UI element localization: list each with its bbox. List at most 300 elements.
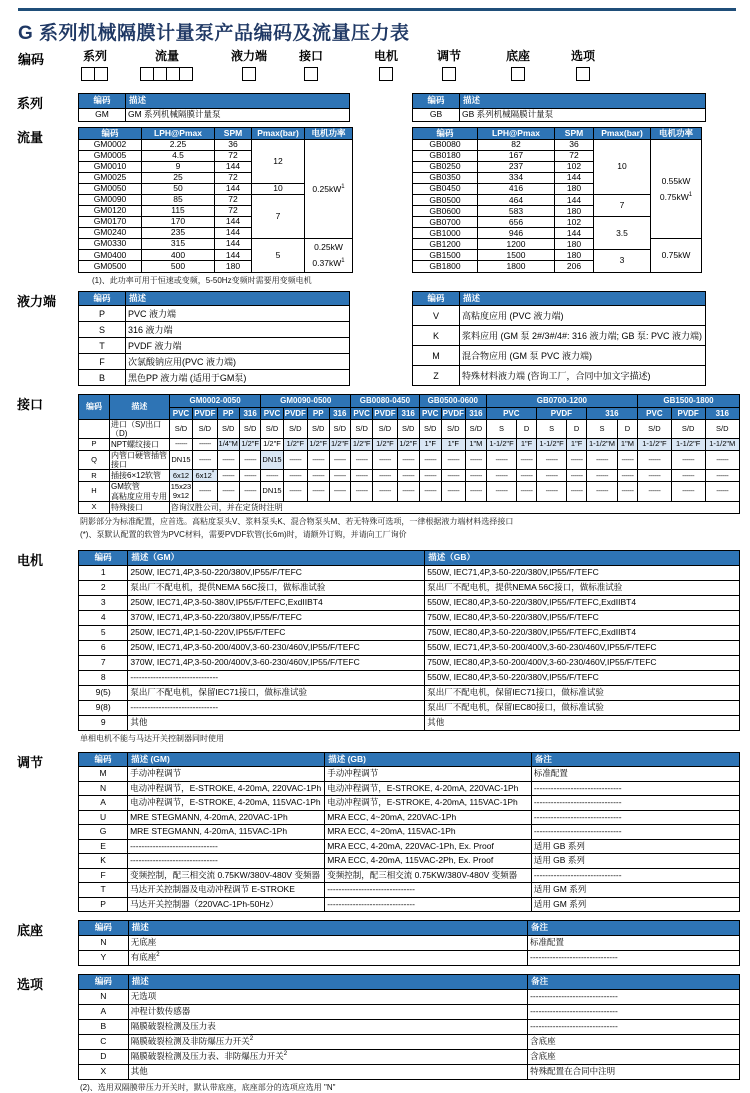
- flow-cell: 206: [555, 261, 594, 272]
- code-cell: R: [79, 470, 110, 482]
- desc-cell: MRE STEGMANN, 4-20mA, 115VAC-1Ph: [128, 825, 325, 840]
- value-cell: ------: [465, 482, 486, 501]
- column-header: 描述 (GB): [325, 752, 532, 767]
- table-row: [79, 338, 350, 354]
- flow-cell: 400: [142, 250, 215, 261]
- code-cell: A: [79, 796, 128, 811]
- code-cell: K: [79, 854, 128, 869]
- value-cell: ------: [441, 470, 465, 482]
- column-header: 编码: [413, 291, 460, 306]
- pmax-cell: 5: [252, 239, 305, 272]
- desc-cell: GB 系列机械隔膜计量泵: [460, 108, 706, 121]
- flow-cell: 2.25: [142, 140, 215, 151]
- flow-cell: GM0330: [79, 239, 142, 250]
- desc-cell: 其他: [128, 1064, 527, 1079]
- value-cell: ------: [329, 470, 351, 482]
- desc-cell: 变频控制，配三相交流 0.75KW/380V-480V 变频器: [128, 868, 325, 883]
- table-row: [79, 897, 740, 912]
- flow-cell: 4.5: [142, 151, 215, 162]
- desc-column-header: 描述: [110, 395, 170, 419]
- coding-row: [0, 47, 750, 87]
- flow-footnote: (1)、此功率可用于恒速或变频，5-50Hz变频时需要用变频电机: [92, 275, 312, 285]
- code-box: [510, 67, 524, 81]
- table-row: [79, 640, 740, 655]
- table-row: [79, 306, 350, 322]
- column-header: 编码: [79, 291, 126, 306]
- section-label-motor: 电机: [17, 552, 44, 568]
- desc-cell: 马达开关控制器（220VAC-1Ph-50Hz）: [128, 897, 325, 912]
- coding-field-boxes: [437, 67, 461, 81]
- table-row: [413, 239, 702, 250]
- desc-cell: 电动冲程调节，E-STROKE, 4-20mA, 115VAC-1Ph: [128, 796, 325, 811]
- material-header: PVC: [637, 407, 671, 419]
- sd-cell: S/D: [671, 419, 705, 438]
- flow-cell: 464: [478, 195, 555, 206]
- value-cell: ------: [351, 482, 373, 501]
- flow-cell: 36: [555, 140, 594, 151]
- coding-field-boxes: [299, 67, 323, 81]
- table-row: [79, 781, 740, 796]
- desc-cell: 黑色PP 液力端 (适用于GM泵): [126, 370, 350, 386]
- code-cell: 5: [79, 625, 128, 640]
- value-cell: ------: [193, 439, 217, 451]
- table-row: [79, 108, 350, 121]
- value-cell: ------: [486, 470, 516, 482]
- material-header: PVC: [261, 407, 283, 419]
- header-row: [79, 94, 350, 109]
- table-row: [79, 868, 740, 883]
- code-cell: N: [79, 781, 128, 796]
- value-cell: 15x23 9x12: [170, 482, 192, 500]
- code-cell: 9(8): [79, 700, 128, 715]
- coding-field-label: 接口: [298, 49, 324, 63]
- column-header: SPM: [215, 127, 252, 140]
- code-cell: 4: [79, 610, 128, 625]
- table-row: [413, 326, 706, 346]
- code-cell: C: [79, 1034, 129, 1049]
- value-cell: ------: [239, 451, 261, 470]
- flow-cell: GB1200: [413, 239, 478, 250]
- value-cell: ------: [419, 470, 441, 482]
- flow-cell: 115: [142, 206, 215, 217]
- material-header: 316: [397, 407, 419, 419]
- material-header: PVC: [419, 407, 441, 419]
- sd-cell: S/D: [239, 419, 261, 438]
- section-label-interface: 接口: [17, 397, 44, 413]
- material-header: PVC: [351, 407, 373, 419]
- flow-cell: 1800: [478, 261, 555, 272]
- section-options: [0, 974, 750, 1093]
- code-cell: Y: [79, 951, 129, 966]
- desc-cell: PVDF 液力端: [126, 338, 350, 354]
- flow-cell: 180: [555, 250, 594, 261]
- material-header: PVDF: [536, 407, 586, 419]
- empty-cell: [79, 419, 110, 438]
- value-cell: ------: [637, 470, 671, 482]
- flow-cell: GB1500: [413, 250, 478, 261]
- sd-cell: S/D: [217, 419, 239, 438]
- code-cell: Q: [79, 451, 110, 470]
- pmax-cell: 10: [252, 184, 305, 195]
- section-adjust: [0, 752, 750, 913]
- section-label-flow: 流量: [17, 129, 44, 145]
- code-cell: B: [79, 1019, 129, 1034]
- desc-cell: MRA ECC, 4-20mA, 115VAC-2Ph, Ex. Proof: [325, 854, 532, 869]
- desc-cell: 550W, IEC71,4P,3-50-220/380V,IP55/F/TEFC: [425, 565, 740, 580]
- value-cell: ------: [373, 451, 397, 470]
- desc-cell: -------------------------------: [531, 825, 739, 840]
- flow-cell: 82: [478, 140, 555, 151]
- flow-cell: 167: [478, 151, 555, 162]
- desc-cell: 特殊材料液力端 (咨询工厂，合同中加文字描述): [460, 366, 706, 386]
- desc-cell: 250W, IEC71,4P,3-50-220/380V,IP55/F/TEFC: [128, 565, 425, 580]
- value-cell: 1-1/2"F: [637, 439, 671, 451]
- code-cell: U: [79, 810, 128, 825]
- column-header: 描述 (GM): [128, 752, 325, 767]
- value-cell: ------: [261, 470, 283, 482]
- code-cell: F: [79, 868, 128, 883]
- code-box: [153, 67, 167, 81]
- flow-cell: 102: [555, 162, 594, 173]
- code-cell: GB: [413, 108, 460, 121]
- desc-cell: -------------------------------: [325, 897, 532, 912]
- column-header: 描述（GM）: [128, 550, 425, 565]
- material-header: 316: [586, 407, 637, 419]
- value-cell: 1/2"F: [329, 439, 351, 451]
- code-cell: 9: [79, 715, 128, 730]
- value-cell: ------: [586, 482, 617, 501]
- coding-field-5: [374, 47, 398, 81]
- column-header: 编码: [79, 752, 128, 767]
- value-cell: ------: [239, 470, 261, 482]
- table-row: [79, 810, 740, 825]
- desc-cell: 标准配置: [531, 767, 739, 782]
- value-cell: DN15: [261, 482, 283, 501]
- table-row: [413, 140, 702, 151]
- desc-cell: 550W, IEC71,4P,3-50-200/400V,3-60-230/460V,IP55/F/TEFC: [425, 640, 740, 655]
- code-cell: H: [79, 482, 110, 501]
- flow-table-gm: [78, 127, 353, 273]
- pmax-cell: 3.5: [594, 217, 651, 250]
- code-cell: M: [79, 767, 128, 782]
- sd-cell: D: [617, 419, 637, 438]
- table-row: [413, 306, 706, 326]
- coding-field-3: [231, 47, 267, 81]
- desc-cell: NPT螺纹接口: [110, 439, 170, 451]
- value-cell: 1/2"F: [373, 439, 397, 451]
- flow-cell: 144: [215, 162, 252, 173]
- flow-cell: 656: [478, 217, 555, 228]
- desc-cell: -------------------------------: [128, 670, 425, 685]
- desc-cell: -------------------------------: [531, 796, 739, 811]
- flow-cell: GM0025: [79, 173, 142, 184]
- coding-field-1: [82, 47, 108, 81]
- value-cell: ------: [193, 482, 217, 501]
- sd-cell: S/D: [261, 419, 283, 438]
- table-row: [79, 839, 740, 854]
- coding-field-label: 电机: [373, 49, 399, 63]
- value-cell: ------: [617, 470, 637, 482]
- table-row: [79, 1064, 740, 1079]
- motor-power-cell: 0.75kW: [651, 239, 702, 272]
- column-header: 编码: [79, 550, 128, 565]
- desc-cell: 适用 GM 系列: [531, 897, 739, 912]
- material-header: PVDF: [194, 408, 216, 418]
- motor-power-cell: 0.25kW $0.37kW^1$: [305, 239, 353, 272]
- flow-cell: 315: [142, 239, 215, 250]
- sd-cell: S/D: [193, 419, 217, 438]
- desc-cell: -------------------------------: [325, 883, 532, 898]
- flow-cell: GM0002: [79, 140, 142, 151]
- code-cell: P: [79, 439, 110, 451]
- value-cell: ------: [441, 482, 465, 501]
- code-cell: Z: [413, 366, 460, 386]
- desc-cell: 适用 GB 系列: [531, 839, 739, 854]
- desc-cell: 标准配置: [528, 936, 740, 951]
- column-header: 编码: [413, 127, 478, 140]
- value-cell: ------: [637, 482, 671, 501]
- table-row: [79, 439, 740, 451]
- code-box: [378, 67, 392, 81]
- value-cell: ------: [517, 451, 537, 470]
- value-cell: ------: [465, 470, 486, 482]
- flow-cell: GB1000: [413, 228, 478, 239]
- header-row: [79, 407, 740, 419]
- desc-cell: 550W, IEC80,4P,3-50-220/380V,IP55/F/TEFC,ExdIIBT4: [425, 595, 740, 610]
- header-row: [413, 291, 706, 306]
- material-header: 316: [329, 407, 351, 419]
- base-table: [78, 920, 740, 966]
- value-cell: ------: [239, 482, 261, 501]
- value-cell: 1/2"F: [307, 439, 329, 451]
- flow-cell: GB0500: [413, 195, 478, 206]
- adjust-table: [78, 752, 740, 913]
- flow-cell: 180: [555, 239, 594, 250]
- value-cell: 1"M: [617, 439, 637, 451]
- value-cell: ------: [217, 482, 239, 501]
- table-row: [79, 501, 740, 513]
- flow-cell: GM0010: [79, 162, 142, 173]
- coding-field-label: 底座: [505, 49, 531, 63]
- flow-cell: 144: [215, 250, 252, 261]
- section-base: [0, 920, 750, 966]
- header-row: [79, 752, 740, 767]
- column-header: 描述: [128, 975, 527, 990]
- sd-label-cell: 进口（S)/出口（D): [110, 419, 170, 438]
- code-box: [140, 67, 154, 81]
- flow-table-gb: [412, 127, 702, 273]
- value-cell: ------: [586, 451, 617, 470]
- desc-cell: 电动冲程调节，E-STROKE, 4-20mA, 220VAC-1Ph: [128, 781, 325, 796]
- coding-field-label: 液力端: [230, 49, 268, 63]
- table-row: [79, 625, 740, 640]
- value-cell: ------: [307, 451, 329, 470]
- value-cell: ------: [351, 451, 373, 470]
- header-row: [79, 550, 740, 565]
- column-header: Pmax(bar): [594, 127, 651, 140]
- value-cell: ------: [705, 470, 739, 482]
- material-header: PP: [307, 407, 329, 419]
- section-label-series: 系列: [17, 96, 44, 111]
- code-cell: P: [79, 306, 126, 322]
- flow-cell: GB0350: [413, 173, 478, 184]
- section-interface: [0, 394, 750, 540]
- desc-cell: 混合物应用 (GM 泵 PVC 液力端): [460, 346, 706, 366]
- desc-cell: 冲程计数传感器: [128, 1004, 527, 1019]
- value-cell: ------: [351, 470, 373, 482]
- value-cell: ------: [617, 482, 637, 501]
- value-cell: ------: [283, 482, 307, 501]
- desc-cell: 手动冲程调节: [325, 767, 532, 782]
- value-cell: ------: [373, 470, 397, 482]
- table-row: [79, 565, 740, 580]
- value-cell: 1/4"M: [217, 439, 239, 451]
- coding-field-boxes: [231, 67, 267, 81]
- column-header: 描述: [126, 94, 350, 109]
- desc-cell: -------------------------------: [531, 810, 739, 825]
- flow-cell: 144: [215, 184, 252, 195]
- value-cell: ------: [705, 482, 739, 501]
- value-cell: ------: [397, 451, 419, 470]
- value-cell: ------: [193, 451, 217, 470]
- motor-footnote: 单相电机不能与马达开关控制器同时使用: [80, 733, 224, 743]
- table-row: [79, 354, 350, 370]
- flow-cell: GB0250: [413, 162, 478, 173]
- sd-cell: S: [586, 419, 617, 438]
- value-cell: 1"M: [465, 439, 486, 451]
- table-row: [79, 700, 740, 715]
- section-flow: [0, 127, 750, 286]
- flow-cell: GM0240: [79, 228, 142, 239]
- table-row: [79, 239, 353, 250]
- series-table-gm: [78, 93, 350, 122]
- flow-cell: 144: [555, 195, 594, 206]
- code-cell: 8: [79, 670, 128, 685]
- table-row: [79, 951, 740, 966]
- value-cell: 1/2"F: [261, 439, 283, 451]
- desc-cell: 泵出厂不配电机，保留IEC80接口，做标准试验: [425, 700, 740, 715]
- code-box: [441, 67, 455, 81]
- value-cell: DN15: [169, 451, 192, 470]
- value-cell: 6x12*: [193, 470, 217, 482]
- desc-cell: 泵出厂不配电机，保留IEC71接口，做标准试验: [425, 685, 740, 700]
- sd-row: [79, 419, 740, 438]
- value-cell: 1/2"F: [239, 439, 261, 451]
- column-header: 备注: [528, 975, 740, 990]
- value-cell: ------: [397, 470, 419, 482]
- desc-cell: 电动冲程调节，E-STROKE, 4-20mA, 220VAC-1Ph: [325, 781, 532, 796]
- hydraulic-table-right: [412, 291, 706, 387]
- value-cell: 1"F: [441, 439, 465, 451]
- sd-cell: S: [486, 419, 516, 438]
- value-cell: ------: [397, 482, 419, 501]
- code-box: [81, 67, 95, 81]
- code-cell: E: [79, 839, 128, 854]
- desc-cell: -------------------------------: [528, 1019, 740, 1034]
- desc-cell: MRA ECC, 4~20mA, 115VAC-1Ph: [325, 825, 532, 840]
- desc-cell: PVC 液力端: [126, 306, 350, 322]
- flow-cell: 180: [555, 206, 594, 217]
- value-cell: 1-1/2"F: [486, 439, 516, 451]
- sd-cell: D: [517, 419, 537, 438]
- desc-cell: 次氯酸钠应用(PVC 液力端): [126, 354, 350, 370]
- flow-cell: 25: [142, 173, 215, 184]
- table-row: [79, 595, 740, 610]
- sd-cell: S/D: [329, 419, 351, 438]
- value-cell: ------: [283, 470, 307, 482]
- value-cell: 1"F: [419, 439, 441, 451]
- desc-cell: -------------------------------: [528, 951, 740, 966]
- desc-cell: -------------------------------: [128, 854, 325, 869]
- desc-cell: 隔膜破裂检测及压力表: [128, 1019, 527, 1034]
- sd-cell: S/D: [705, 419, 739, 438]
- table-row: [79, 1034, 740, 1049]
- sd-cell: S/D: [397, 419, 419, 438]
- column-header: LPH@Pmax: [478, 127, 555, 140]
- value-cell: ------: [671, 470, 705, 482]
- value-cell: 1/2"F: [351, 439, 373, 451]
- desc-cell: 无底座: [128, 936, 527, 951]
- sd-cell: S/D: [373, 419, 397, 438]
- material-header: 316: [239, 407, 261, 419]
- sd-cell: D: [567, 419, 587, 438]
- value-cell: 6x12: [169, 470, 192, 482]
- desc-cell: -------------------------------: [128, 700, 425, 715]
- column-header: 编码: [79, 975, 129, 990]
- interface-footnote-1: 阴影部分为标准配置，应首选。高粘度泵头V、浆料泵头K、混合物泵头M、若无特殊可选项，一律根据液力端材料选择接口: [80, 516, 514, 526]
- material-header: PVC: [486, 407, 536, 419]
- sd-cell: S/D: [637, 419, 671, 438]
- column-header: 编码: [79, 921, 129, 936]
- value-cell: ------: [705, 451, 739, 470]
- desc-cell: -------------------------------: [531, 781, 739, 796]
- code-cell: P: [79, 897, 128, 912]
- value-cell: 1-1/2"F: [536, 439, 566, 451]
- desc-cell: 泵出厂不配电机，提供NEMA 56C接口，做标准试验: [128, 580, 425, 595]
- column-header: 描述: [128, 921, 527, 936]
- desc-cell: 有底座$^2$: [128, 951, 527, 966]
- pmax-cell: 10: [594, 140, 651, 195]
- desc-cell: 适用 GM 系列: [531, 883, 739, 898]
- material-header: 316: [705, 407, 739, 419]
- sd-cell: S/D: [169, 419, 192, 438]
- interface-table: [78, 394, 740, 514]
- flow-cell: 500: [142, 261, 215, 272]
- table-row: [79, 685, 740, 700]
- desc-cell: -------------------------------: [531, 868, 739, 883]
- value-cell: ------: [373, 482, 397, 501]
- desc-cell: MRA ECC, 4~20mA, 220VAC-1Ph: [325, 810, 532, 825]
- value-cell: ------: [329, 451, 351, 470]
- hydraulic-table-left: [78, 291, 350, 387]
- table-row: [79, 610, 740, 625]
- value-cell: ------: [465, 451, 486, 470]
- desc-cell: -------------------------------: [128, 839, 325, 854]
- flow-cell: 416: [478, 184, 555, 195]
- flow-cell: 583: [478, 206, 555, 217]
- code-cell: X: [79, 1064, 129, 1079]
- code-cell: 9(5): [79, 685, 128, 700]
- code-cell: M: [413, 346, 460, 366]
- column-header: SPM: [555, 127, 594, 140]
- desc-cell: 变频控制，配三相交流 0.75KW/380V-480V 变频器: [325, 868, 532, 883]
- value-cell: ------: [671, 482, 705, 501]
- header-row: [79, 975, 740, 990]
- desc-cell: 750W, IEC80,4P,3-50-220/380V,IP55/F/TEFC: [425, 610, 740, 625]
- code-cell: A: [79, 1004, 129, 1019]
- column-header: 描述: [460, 94, 706, 109]
- table-row: [79, 715, 740, 730]
